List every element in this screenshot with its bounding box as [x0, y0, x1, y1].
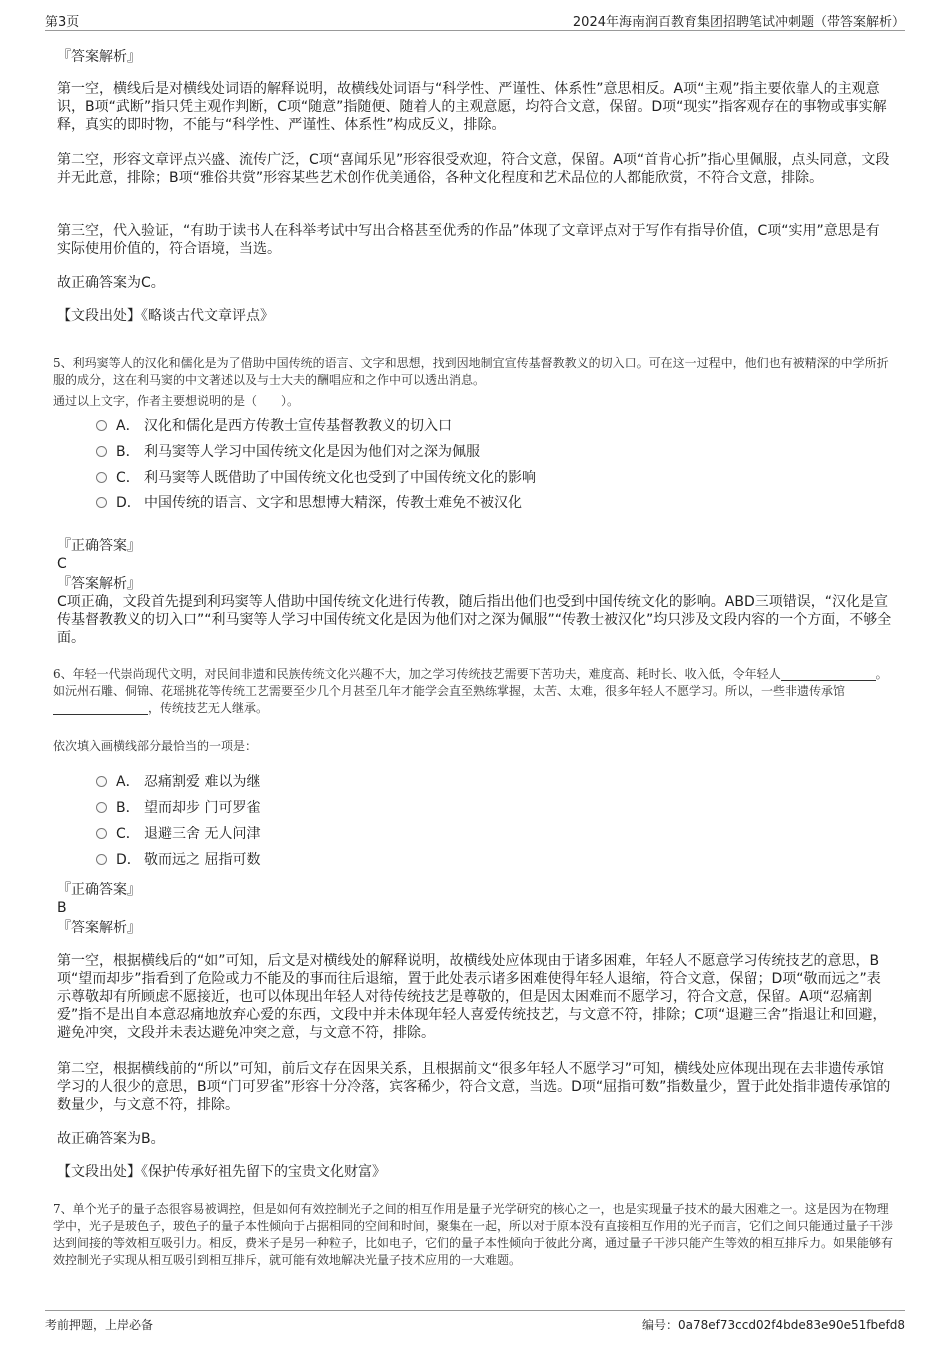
radio-icon[interactable]	[96, 854, 107, 865]
q6-analysis-p2: 第二空，根据横线前的“所以”可知，前后文存在因果关系，且根据前文“很多年轻人不愿学习”可知，横线处应体现出现在去非遗传承馆学习的人很少的意思，B项“门可罗雀”形容十分冷落，宾客稀少，符合文意，当选。D项“屈指可数”指数量少，置于此处指非遗传承馆的数量少，与文意不符，排除。	[57, 1061, 891, 1113]
q6-question: 依次填入画横线部分最恰当的一项是：	[53, 739, 258, 753]
q4-analysis-label: 『答案解析』	[57, 49, 141, 65]
q5-stem: 5、利玛窦等人的汉化和儒化是为了借助中国传统的语言、文字和思想，找到因地制宜宣传基督教教义的切入口。可在这一过程中，他们也有被精深的中学所折服的成分，这在利马窦的中文著述以及与士大夫的酬唱应和之作中可以透出消息。	[53, 356, 889, 387]
q6-analysis-p1: 第一空，根据横线后的“如”可知，后文是对横线处的解释说明，故横线处应体现由于诸多困难，年轻人不愿意学习传统技艺的意思，B项“望而却步”指看到了危险或力不能及的事而往后退缩，置于此处表示诸多困难使得年轻人退缩，符合文意，保留；D项“敬而远之”表示尊敬却有所顾虑不愿接近，也可以体现出年轻人对待传统技艺是尊敬的，但是因太困难而不愿学习，符合文意，保留。A项“忍痛割爱”指不是出自本意忍痛地放弃心爱的东西，文段中并未体现年轻人喜爱传统技艺，与文意不符，排除；C项“退避三舍”指退让和回避，避免冲突，文段并未表达避免冲突之意，与文意不符，排除。	[57, 953, 887, 1041]
q4-analysis-p3: 第三空，代入验证，“有助于读书人在科举考试中写出合格甚至优秀的作品”体现了文章评点对于写作有指导价值，C项“实用”意思是有实际使用价值的，符合语境，当选。	[57, 223, 880, 257]
radio-icon[interactable]	[96, 497, 107, 508]
footer-slogan: 考前押题，上岸必备	[45, 1318, 154, 1332]
q6-stem: 6、年轻一代崇尚现代文明，对民间非遗和民族传统文化兴趣不大，加之学习传统技艺需要下苦功夫，难度高、耗时长、收入低，令年轻人 。如沅州石雕、侗锦、花瑶挑花等传统工艺需要至少几个月甚至几年才能学会直至熟练掌握，太苦、太难，很多年轻人不愿学习。所以，一些非遗传承馆，传统技艺无人继承。	[53, 667, 888, 715]
page-footer	[45, 1310, 905, 1335]
q4-conclusion: 故正确答案为C。	[57, 275, 165, 291]
q5-analysis-label: 『答案解析』	[57, 576, 141, 592]
q4-analysis-p2: 第二空，形容文章评点兴盛、流传广泛，C项“喜闻乐见”形容很受欢迎，符合文意，保留。A项“首肯心折”指心里佩服，点头同意，文段并无此意，排除；B项“雅俗共赏”形容某些艺术创作优美通俗，各种文化程度和艺术品位的人都能欣赏，不符合文意，排除。	[57, 152, 890, 186]
q6-option-c[interactable]: C． 退避三舍 无人问津	[96, 825, 260, 843]
radio-icon[interactable]	[96, 828, 107, 839]
q6-answer: B	[57, 900, 67, 916]
q6-answer-label: 『正确答案』	[57, 882, 141, 898]
radio-icon[interactable]	[96, 420, 107, 431]
q5-question: 通过以上文字，作者主要想说明的是（ ）。	[53, 394, 300, 408]
q4-analysis-p1: 第一空，横线后是对横线处词语的解释说明，故横线处词语与“科学性、严谨性、体系性”意思相反。A项“主观”指主要依靠人的主观意识，B项“武断”指只凭主观作判断，C项“随意”指随便、随着人的主观意愿，均符合文意，保留。D项“现实”指客观存在的事物或事实解释，真实的即时物，不能与“科学性、严谨性、体系性”构成反义，排除。	[57, 81, 887, 133]
q5-option-b[interactable]: B． 利马窦等人学习中国传统文化是因为他们对之深为佩服	[96, 443, 480, 461]
q5-analysis: C项正确，文段首先提到利玛窦等人借助中国传统文化进行传教，随后指出他们也受到中国传统文化的影响。ABD三项错误，“汉化是宣传基督教教义的切入口”“利马窦等人学习中国传统文化是因为他们对之深为佩服”“传教士被汉化”均只涉及文段内容的一个方面，不够全面。	[57, 594, 892, 646]
page-number: 第3页	[45, 15, 80, 30]
blank-line	[781, 668, 876, 681]
q6-option-d[interactable]: D． 敬而远之 屈指可数	[96, 851, 260, 869]
q6-option-b[interactable]: B． 望而却步 门可罗雀	[96, 799, 260, 817]
q5-answer: C	[57, 556, 67, 572]
q5-option-a[interactable]: A． 汉化和儒化是西方传教士宣传基督教教义的切入口	[96, 417, 452, 435]
q5-option-c[interactable]: C． 利马窦等人既借助了中国传统文化也受到了中国传统文化的影响	[96, 469, 536, 487]
q6-analysis-label: 『答案解析』	[57, 920, 141, 936]
q7-stem: 7、单个光子的量子态很容易被调控，但是如何有效控制光子之间的相互作用是量子光学研究的核心之一，也是实现量子技术的最大困难之一。这是因为在物理学中，光子是玻色子，玻色子的量子本性倾向于占据相同的空间和时间，聚集在一起，所以对于原本没有直接相互作用的光子而言，它们之间只能通过量子干涉达到间接的等效相互吸引力。相反，费米子是另一种粒子，比如电子，它们的量子本性倾向于彼此分离，通过量子干涉只能产生等效的相互排斥力。如果能够有效控制光子实现从相互吸引到相互排斥，就可能有效地解决光量子技术应用的一大难题。	[53, 1202, 894, 1267]
radio-icon[interactable]	[96, 776, 107, 787]
radio-icon[interactable]	[96, 802, 107, 813]
q6-option-a[interactable]: A． 忍痛割爱 难以为继	[96, 773, 260, 791]
blank-line	[53, 702, 148, 715]
radio-icon[interactable]	[96, 446, 107, 457]
q6-source: 【文段出处】《保护传承好祖先留下的宝贵文化财富》	[57, 1164, 386, 1180]
q5-option-d[interactable]: D． 中国传统的语言、文字和思想博大精深，传教士难免不被汉化	[96, 494, 522, 512]
document-id: 编号：0a78ef73ccd02f4bde83e90e51fbefd8	[642, 1318, 905, 1332]
document-title: 2024年海南润百教育集团招聘笔试冲刺题（带答案解析）	[572, 15, 905, 30]
q5-answer-label: 『正确答案』	[57, 538, 141, 554]
q6-conclusion: 故正确答案为B。	[57, 1131, 165, 1147]
q4-source: 【文段出处】《略谈古代文章评点》	[57, 308, 274, 324]
radio-icon[interactable]	[96, 472, 107, 483]
page-header	[45, 8, 905, 31]
